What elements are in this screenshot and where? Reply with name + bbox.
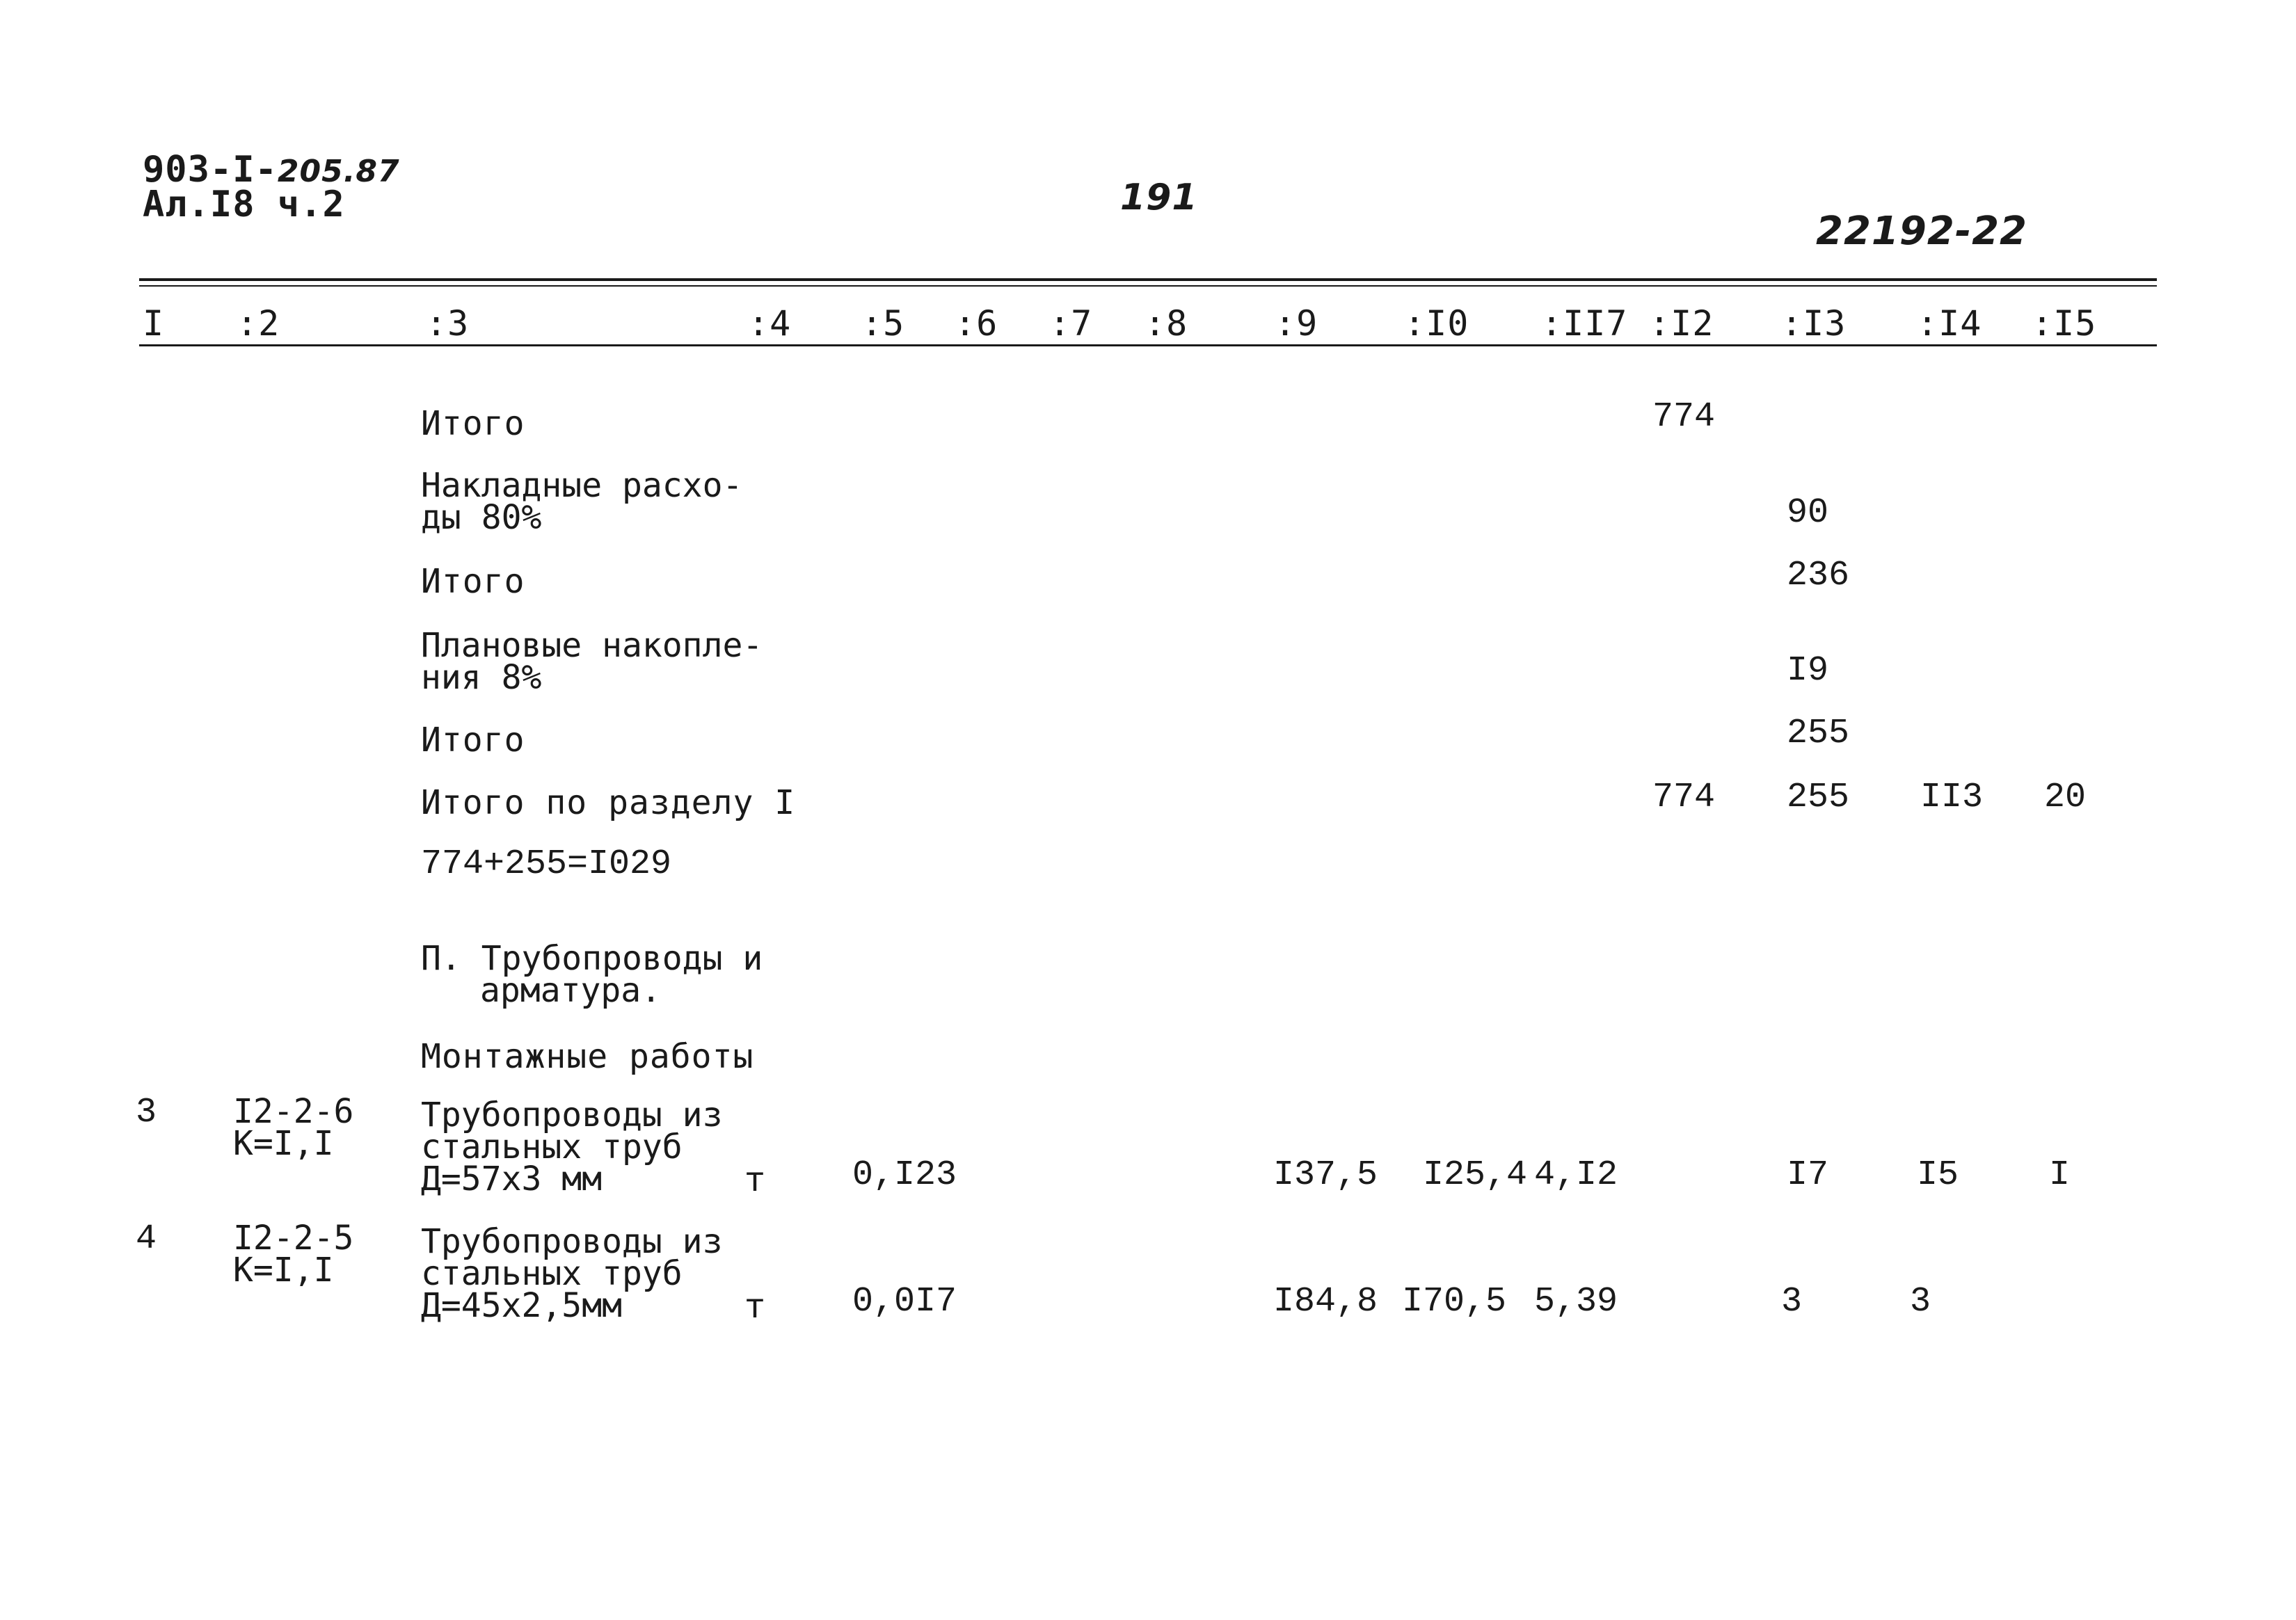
column-9: :9 xyxy=(1275,303,1318,344)
row-code xyxy=(233,1219,354,1290)
row-description xyxy=(421,1222,723,1325)
row-col14: I5 xyxy=(1917,1155,1959,1195)
itogo-col12: 774 xyxy=(1652,397,1716,437)
section-total-col15: 20 xyxy=(2044,778,2087,817)
row-col13: 3 xyxy=(1781,1282,1803,1322)
overhead-line2: ды 80% xyxy=(421,498,542,537)
row-desc-line2: стальных труб xyxy=(421,1254,683,1293)
row-code xyxy=(233,1092,354,1163)
header-rule-top-thin xyxy=(139,285,2157,287)
row-desc-line1: Трубопроводы из xyxy=(421,1096,723,1134)
row-desc-line3: Д=57х3 мм xyxy=(421,1160,603,1198)
row-col15: I xyxy=(2049,1155,2071,1195)
section-2-subtitle: Монтажные работы xyxy=(421,1037,754,1076)
overhead-label xyxy=(421,466,743,537)
column-2: :2 xyxy=(237,303,280,344)
itogo-2-col13: 236 xyxy=(1787,556,1850,595)
section-total-col12: 774 xyxy=(1652,778,1716,817)
planned-line2: ния 8% xyxy=(421,658,542,697)
row-col11: 4,I2 xyxy=(1534,1155,1618,1195)
total-formula: 774+255=I029 xyxy=(421,844,672,884)
section-total-col13: 255 xyxy=(1787,778,1850,817)
doc-code-printed: 903-I- xyxy=(143,149,278,191)
column-6: :6 xyxy=(955,303,998,344)
column-10: :I0 xyxy=(1404,303,1469,344)
doc-sheet-info: Ал.I8 ч.2 xyxy=(143,184,345,225)
column-15: :I5 xyxy=(2032,303,2097,344)
overhead-col13: 90 xyxy=(1787,493,1829,533)
row-col10: I25,4 xyxy=(1423,1155,1528,1195)
row-unit: т xyxy=(744,1162,766,1202)
row-col9: I37,5 xyxy=(1273,1155,1378,1195)
page-number: 191 xyxy=(1120,177,1198,218)
itogo-label-2: Итого xyxy=(421,562,525,601)
section-2-title-line2: арматура. xyxy=(480,971,662,1010)
doc-code-handwritten: 205.87 xyxy=(277,154,400,189)
column-5: :5 xyxy=(861,303,905,344)
row-desc-line2: стальных труб xyxy=(421,1128,683,1166)
overhead-line1: Накладные расхо- xyxy=(421,466,743,505)
row-col11: 5,39 xyxy=(1534,1282,1618,1322)
column-14: :I4 xyxy=(1917,303,1982,344)
row-desc-line1: Трубопроводы из xyxy=(421,1222,723,1261)
doc-number: 22192-22 xyxy=(1816,209,2027,254)
itogo-3-col13: 255 xyxy=(1787,714,1850,753)
row-unit: т xyxy=(744,1289,766,1329)
row-code-line1: I2-2-5 xyxy=(233,1219,354,1258)
column-8: :8 xyxy=(1145,303,1188,344)
row-code-line1: I2-2-6 xyxy=(233,1092,354,1131)
planned-label xyxy=(421,626,763,697)
row-code-line2: К=I,I xyxy=(233,1251,334,1290)
row-desc-line3: Д=45х2,5мм xyxy=(421,1286,622,1325)
itogo-label-3: Итого xyxy=(421,721,525,760)
row-quantity: 0,I23 xyxy=(852,1155,957,1195)
section-total-label: Итого по разделу I xyxy=(421,783,796,822)
header-rule-bottom xyxy=(139,344,2157,346)
row-description xyxy=(421,1096,723,1198)
section-2-title-line1: П. Трубопроводы и xyxy=(421,939,763,978)
column-1: I xyxy=(143,303,165,344)
section-total-col14: II3 xyxy=(1920,778,1984,817)
column-12: :I2 xyxy=(1649,303,1714,344)
itogo-label: Итого xyxy=(421,404,525,443)
header-rule-top xyxy=(139,278,2157,281)
section-2-title xyxy=(421,939,763,1010)
column-4: :4 xyxy=(748,303,792,344)
row-col13: I7 xyxy=(1787,1155,1829,1195)
doc-code xyxy=(143,149,400,191)
row-number: 4 xyxy=(136,1219,157,1259)
planned-line1: Плановые накопле- xyxy=(421,626,763,665)
row-code-line2: К=I,I xyxy=(233,1124,334,1163)
column-13: :I3 xyxy=(1781,303,1847,344)
row-quantity: 0,0I7 xyxy=(852,1282,957,1322)
column-3: :3 xyxy=(426,303,470,344)
column-11: :II7 xyxy=(1541,303,1628,344)
row-col14: 3 xyxy=(1910,1282,1931,1322)
row-number: 3 xyxy=(136,1093,157,1132)
row-col10: I70,5 xyxy=(1402,1282,1507,1322)
row-col9: I84,8 xyxy=(1273,1282,1378,1322)
column-7: :7 xyxy=(1049,303,1093,344)
planned-col13: I9 xyxy=(1787,651,1829,691)
